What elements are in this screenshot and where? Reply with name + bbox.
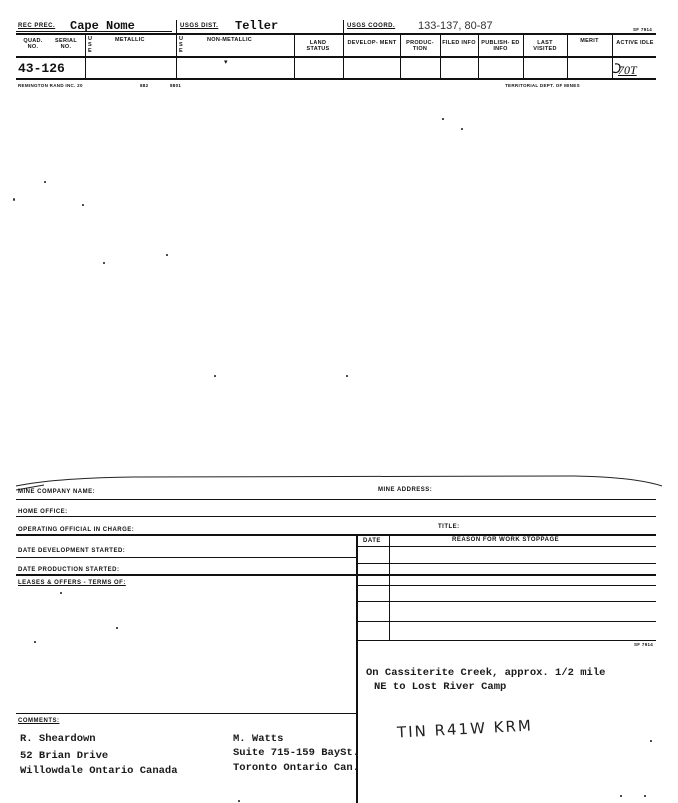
printer-imprint: REMINGTON RAND INC. 20: [18, 83, 83, 88]
stray-mark-icon: ▾: [224, 59, 228, 66]
col-nonmetallic: NON-METALLIC: [207, 37, 253, 43]
date-development-label: DATE DEVELOPMENT STARTED:: [18, 548, 126, 554]
active-idle-mark: 70T: [618, 63, 637, 77]
form-number-top: SF 7914: [633, 27, 653, 32]
usgs-dist-label: USGS DIST.: [180, 23, 219, 29]
date-column-label: DATE: [363, 538, 381, 544]
contact-left-city: Willowdale Ontario Canada: [20, 765, 178, 777]
work-stoppage-label: REASON FOR WORK STOPPAGE: [452, 537, 560, 543]
form-number-bottom: SF 7914: [634, 642, 654, 647]
col-serial-no: SERIAL NO.: [55, 38, 77, 50]
handwritten-check-icon: [610, 60, 622, 76]
col-merit: MERIT: [580, 38, 599, 44]
col-last-visited: LAST VISITED: [533, 40, 557, 52]
mine-address-label: MINE ADDRESS:: [378, 487, 433, 493]
comments-label: COMMENTS:: [18, 718, 60, 724]
printer-code-2: 8801: [170, 83, 182, 88]
col-production: PRODUC- TION: [406, 40, 434, 52]
location-note-line-2: NE to Lost River Camp: [374, 681, 507, 693]
handwritten-note: TIN R41W KRM: [396, 716, 534, 742]
title-label: TITLE:: [438, 524, 460, 530]
col-quad-no: QUAD. NO.: [23, 38, 43, 50]
contact-left-name: R. Sheardown: [20, 733, 96, 745]
rec-prec-value: Cape Nome: [70, 19, 135, 33]
operating-official-label: OPERATING OFFICIAL IN CHARGE:: [18, 527, 135, 533]
col-land-status: LAND STATUS: [306, 40, 330, 52]
contact-left-street: 52 Brian Drive: [20, 750, 109, 762]
col-published-info: PUBLISH- ED INFO: [481, 40, 520, 52]
usgs-dist-value: Teller: [235, 19, 279, 33]
quad-serial-value: 43-126: [18, 61, 65, 76]
col-development: DEVELOP- MENT: [347, 40, 397, 46]
rec-prec-label: REC PREC.: [18, 23, 56, 29]
form-edge: [14, 472, 664, 492]
location-note-line-1: On Cassiterite Creek, approx. 1/2 mile: [366, 667, 606, 679]
col-use-metallic: U S E: [88, 36, 93, 54]
usgs-coord-value: 133-137, 80-87: [418, 20, 493, 32]
date-production-label: DATE PRODUCTION STARTED:: [18, 567, 120, 573]
leases-offers-label: LEASES & OFFERS - TERMS OF:: [18, 580, 126, 586]
printer-code-1: 882: [140, 83, 149, 88]
col-metallic: METALLIC: [115, 37, 145, 43]
col-active-idle: ACTIVE IDLE: [616, 40, 654, 46]
home-office-label: HOME OFFICE:: [18, 509, 68, 515]
contact-right-name: M. Watts: [233, 733, 284, 745]
contact-right-city: Toronto Ontario Can.: [233, 762, 360, 774]
usgs-coord-label: USGS COORD.: [347, 23, 396, 29]
col-use-nonmetallic: U S E: [179, 36, 184, 54]
mine-company-name-label: MINE COMPANY NAME:: [18, 489, 96, 495]
col-filed-info: FILED INFO: [442, 40, 476, 46]
contact-right-street: Suite 715-159 BaySt.: [233, 747, 360, 759]
agency-imprint: TERRITORIAL DEPT. OF MINES: [505, 83, 580, 88]
